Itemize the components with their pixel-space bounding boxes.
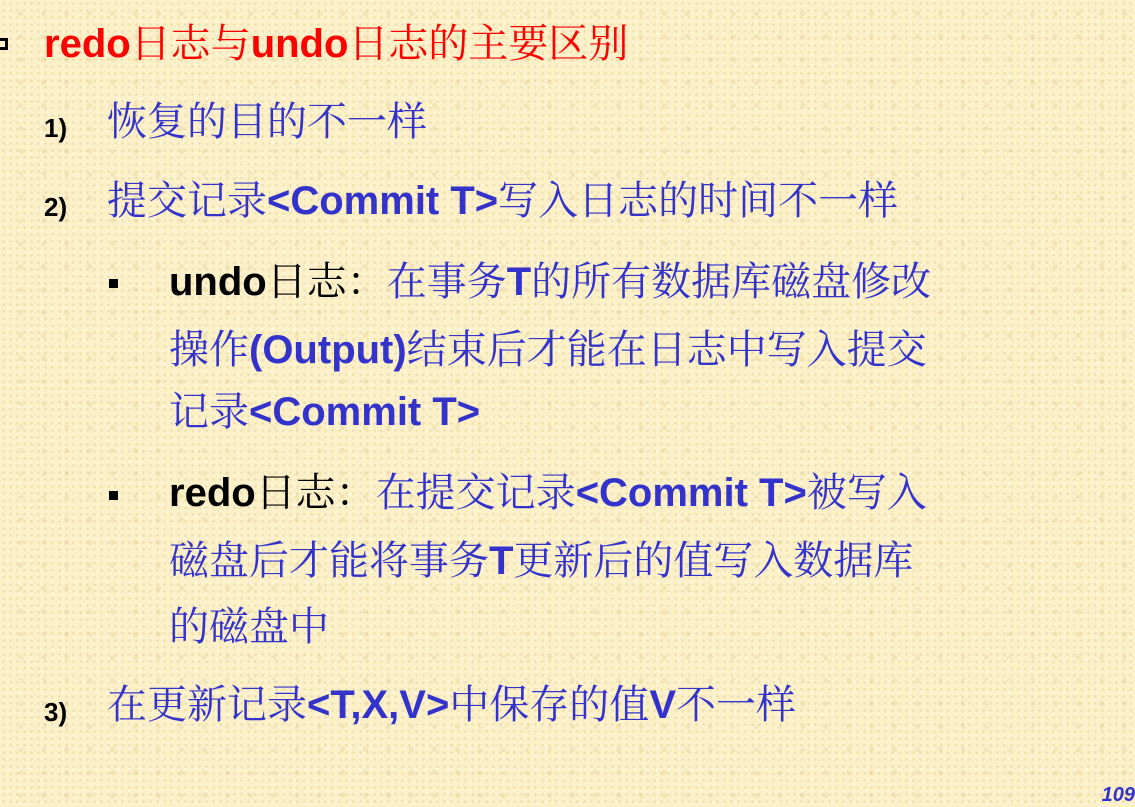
item-3-text <box>107 682 796 728</box>
item-3-text-d: V <box>649 683 676 727</box>
redo-l1-b: <Commit T> <box>575 471 807 515</box>
title-part-redo: redo <box>44 22 131 66</box>
item-1-text <box>107 99 427 145</box>
undo-l3-a: 记录 <box>169 389 249 435</box>
item-3-text-b: <T,X,V> <box>307 683 450 727</box>
item-2-text-b: <Commit T> <box>267 179 499 223</box>
redo-label-b: 日志： <box>255 470 376 516</box>
undo-l3-b: <Commit T> <box>249 390 481 434</box>
item-3-text-e: 不一样 <box>676 682 796 728</box>
undo-l1-b: T <box>506 260 532 304</box>
item-number-2: 2) <box>44 192 68 222</box>
title-bullet-icon <box>0 38 8 50</box>
slide-title <box>44 21 629 67</box>
title-part-log: 日志与 <box>130 21 251 67</box>
item-number-1: 1) <box>44 113 68 143</box>
item-2-text-c: 写入日志的时间不一样 <box>498 178 899 224</box>
undo-label-a: undo <box>169 260 267 304</box>
undo-label-b: 日志： <box>266 259 387 305</box>
title-part-undo: undo <box>250 22 349 66</box>
redo-l1-c: 被写入 <box>806 470 927 516</box>
title-part-difference: 日志的主要区别 <box>348 21 629 67</box>
item-3-text-c: 中保存的值 <box>449 682 650 728</box>
redo-l2-c: 更新后的值写入数据库 <box>513 538 914 584</box>
undo-line-2 <box>169 327 927 373</box>
item-2-text <box>107 178 899 224</box>
undo-l2-b: (Output) <box>249 328 407 372</box>
redo-l3-a: 的磁盘中 <box>169 604 329 650</box>
redo-line-3 <box>169 604 329 650</box>
undo-l2-c: 结束后才能在日志中写入提交 <box>406 327 927 373</box>
redo-l1-a: 在提交记录 <box>375 470 576 516</box>
redo-l2-a: 磁盘后才能将事务 <box>169 538 489 584</box>
item-1-content: 恢复的目的不一样 <box>107 99 427 145</box>
page-number: 109 <box>1101 784 1135 806</box>
redo-line-2 <box>169 538 914 584</box>
redo-bullet-icon <box>109 491 118 500</box>
redo-label-a: redo <box>169 471 256 515</box>
item-number-3: 3) <box>44 697 68 727</box>
undo-bullet-icon <box>109 279 118 288</box>
undo-l1-c: 的所有数据库磁盘修改 <box>531 259 932 305</box>
undo-line-3 <box>169 389 481 435</box>
undo-line-1 <box>169 259 932 305</box>
item-3-text-a: 在更新记录 <box>107 682 307 728</box>
redo-l2-b: T <box>489 539 514 583</box>
item-2-text-a: 提交记录 <box>107 178 267 224</box>
undo-l2-a: 操作 <box>169 327 249 373</box>
undo-l1-a: 在事务 <box>386 259 507 305</box>
redo-line-1 <box>169 470 927 516</box>
